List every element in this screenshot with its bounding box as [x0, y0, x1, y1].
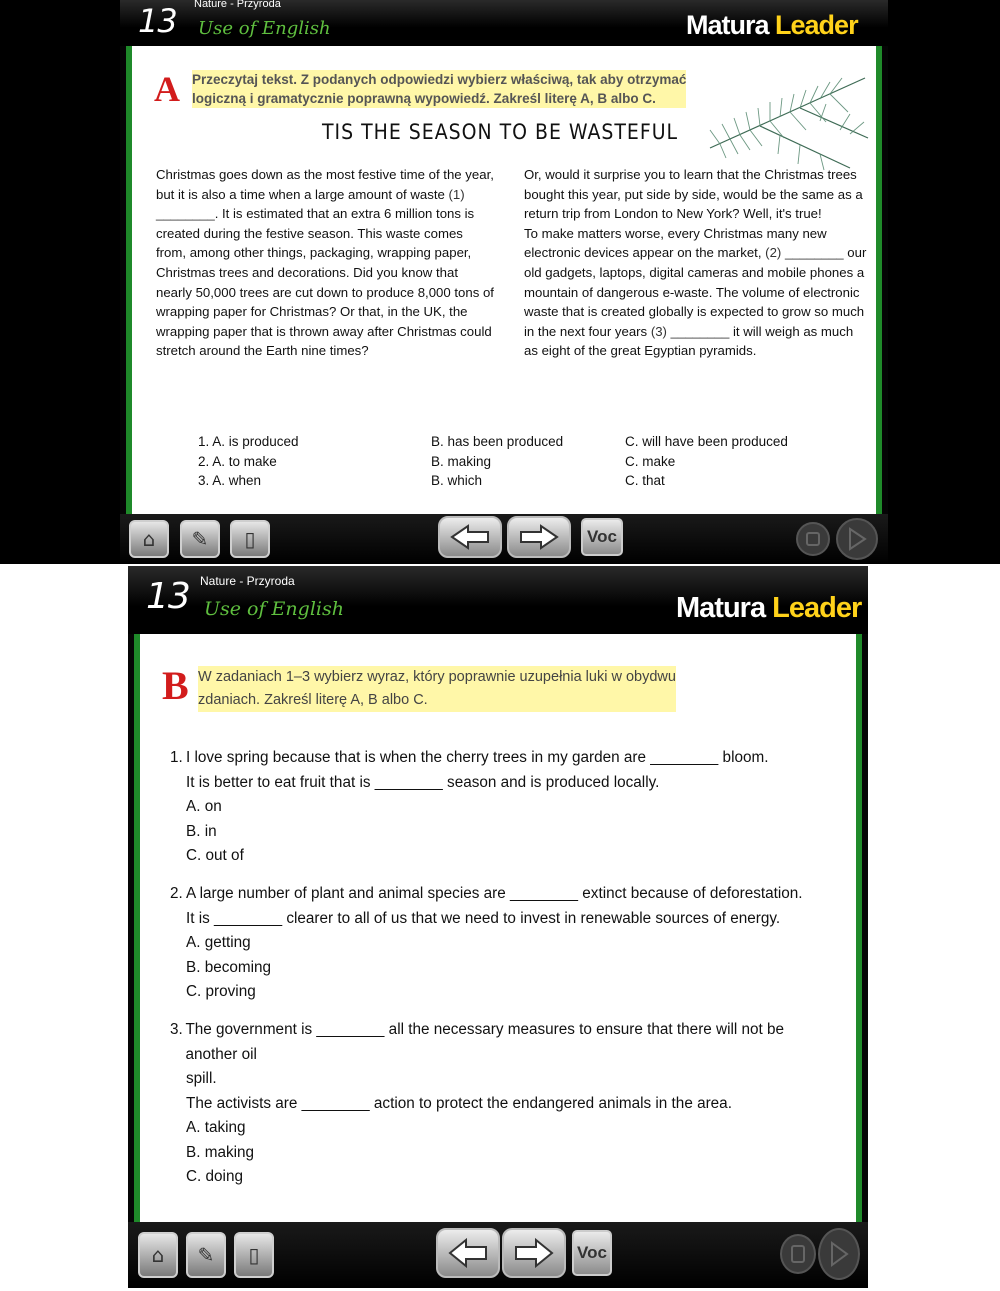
options-grid [198, 432, 788, 491]
gap-1: (1) ________ [156, 186, 465, 222]
toolbar [128, 1222, 868, 1288]
unit-number: 13 [138, 2, 177, 40]
panel-b [128, 566, 868, 1288]
answer-option[interactable]: A. on [186, 798, 222, 815]
pencil-button[interactable] [186, 1232, 226, 1278]
answer-option[interactable]: B. making [186, 1143, 255, 1161]
question-line: The government is ________ all the necessary measures to ensure that there will not be another oil [185, 1021, 785, 1063]
instruction [192, 70, 686, 108]
section-label: Use of English [198, 18, 331, 39]
question-1 [170, 746, 836, 869]
question-number: 1. [170, 749, 183, 766]
text-span: our old gadgets, laptops, digital cameras and mobile phones a mountain of dangerous e-waste. The volume of electronic waste that is created globally is expected to grow so much in the next four years [524, 245, 867, 339]
forward-button[interactable] [507, 516, 571, 558]
question-line: I love spring because that is when the cherry trees in my garden are ________ bloom. [186, 749, 769, 766]
option-a[interactable]: 1. A. is produced [198, 434, 299, 450]
gap-3: (3) ________ [650, 323, 730, 339]
pencil-icon: ✎ [191, 527, 209, 551]
question-number: 3. [170, 1021, 183, 1038]
instruction [198, 666, 676, 712]
instruction-line: W zadaniach 1–3 wybierz wyraz, który poprawnie uzupełnia luki w obydwu [198, 669, 676, 685]
question-number: 2. [170, 885, 183, 902]
stop-icon [791, 1245, 805, 1263]
answer-option[interactable]: A. taking [186, 1119, 246, 1136]
forward-button[interactable] [502, 1228, 566, 1278]
text-column-right [524, 165, 870, 361]
stop-icon [806, 532, 820, 546]
topic-label: Nature - Przyroda [200, 574, 295, 588]
option-b[interactable]: B. has been produced [431, 434, 564, 450]
text-column-left [156, 165, 496, 361]
options-row [198, 471, 788, 491]
question-3 [170, 1018, 836, 1190]
answer-option[interactable]: B. in [186, 822, 217, 840]
brand-leader: Leader [775, 10, 858, 40]
options-row [198, 452, 788, 472]
home-button[interactable] [138, 1232, 178, 1278]
header [120, 0, 888, 46]
answer-option[interactable]: C. doing [186, 1168, 243, 1185]
answer-option[interactable]: C. out of [186, 847, 244, 864]
option-c[interactable]: C. make [625, 453, 676, 469]
task-letter: B [162, 663, 189, 708]
question-line: It is better to eat fruit that is ________ season and is produced locally. [186, 773, 660, 791]
answer-option[interactable]: A. getting [186, 934, 251, 951]
toolbar [120, 514, 888, 564]
instruction-line: zdaniach. Zakreśl literę A, B albo C. [198, 692, 428, 708]
text-span: it will weigh as much as eight of the great Egyptian pyramids. [524, 323, 854, 359]
text-span: To make matters worse, every Christmas many new electronic devices appear on the market, [524, 225, 827, 261]
back-button[interactable] [438, 516, 502, 558]
option-c[interactable]: C. will have been produced [625, 434, 788, 450]
instruction-line: logiczną i gramatycznie poprawną wypowiedź. Zakreśl literę A, B albo C. [192, 91, 656, 106]
home-icon: ⌂ [142, 527, 156, 551]
tree-branch-image [700, 68, 870, 172]
option-c[interactable]: C. that [625, 473, 665, 489]
brand-logo [676, 592, 861, 625]
options-row [198, 432, 788, 452]
play-icon [829, 1241, 849, 1267]
arrow-left-icon [448, 1238, 488, 1268]
content-area [126, 46, 882, 514]
paragraph [524, 224, 870, 361]
section-label: Use of English [204, 598, 344, 620]
answer-option[interactable]: C. proving [186, 983, 256, 1000]
option-b[interactable]: B. making [431, 453, 492, 469]
book-icon: ▯ [244, 527, 256, 551]
voc-button[interactable]: Voc [572, 1230, 612, 1276]
pencil-icon: ✎ [197, 1243, 215, 1267]
brand-matura: Matura [686, 10, 769, 40]
book-button[interactable] [230, 520, 270, 558]
play-button[interactable] [836, 518, 878, 560]
brand-leader: Leader [772, 592, 862, 624]
question-2 [170, 882, 836, 1005]
question-line: The activists are ________ action to protect the endangered animals in the area. [186, 1094, 732, 1112]
play-button[interactable] [818, 1228, 860, 1280]
home-icon: ⌂ [151, 1243, 165, 1267]
option-a[interactable]: 2. A. to make [198, 453, 277, 469]
arrow-right-icon [514, 1238, 554, 1268]
paragraph [156, 165, 496, 361]
question-line: A large number of plant and animal species are ________ extinct because of deforestation. [186, 885, 803, 902]
book-button[interactable] [234, 1232, 274, 1278]
brand-matura: Matura [676, 592, 766, 624]
gap-2: (2) ________ [765, 245, 844, 261]
text-span: Christmas goes down as the most festive time of the year, but it is also a time when a large amount of waste [156, 167, 494, 202]
panel-a [120, 0, 888, 564]
header [128, 566, 868, 634]
instruction-line: Przeczytaj tekst. Z podanych odpowiedzi wybierz właściwą, tak aby otrzymać [192, 72, 687, 87]
pencil-button[interactable] [180, 520, 220, 558]
book-icon: ▯ [248, 1243, 260, 1267]
question-line: spill. [186, 1070, 217, 1087]
article-title: TIS THE SEASON TO BE WASTEFUL [322, 120, 679, 144]
brand-logo [686, 10, 858, 41]
paragraph: Or, would it surprise you to learn that the Christmas trees bought this year, put side by side, would be the same as a return trip from London to New York? Well, it's true! [524, 167, 863, 222]
option-a[interactable]: 3. A. when [198, 473, 262, 489]
stop-button[interactable] [780, 1234, 816, 1274]
option-b[interactable]: B. which [431, 473, 483, 489]
voc-button[interactable]: Voc [581, 518, 623, 556]
home-button[interactable] [129, 520, 169, 558]
arrow-left-icon [450, 524, 490, 550]
play-icon [847, 527, 867, 551]
question-line: It is ________ clearer to all of us that we need to invest in renewable sources of energy. [186, 909, 781, 927]
stop-button[interactable] [796, 522, 830, 556]
unit-number: 13 [146, 576, 190, 617]
task-letter: A [154, 69, 180, 109]
back-button[interactable] [436, 1228, 500, 1278]
text-span: . It is estimated that an extra 6 million tons is created during the festive season. This waste comes from, among other things, packaging, wrapping paper, Christmas trees and decorations. Did you know that nearly 50,000 trees are cut down to produce 8,000 tons of wrapping paper for Christmas? Or that, in the UK, the wrapping paper that is thrown away after Christmas could stretch around the Earth nine times? [156, 206, 494, 359]
answer-option[interactable]: B. becoming [186, 958, 272, 976]
arrow-right-icon [519, 524, 559, 550]
topic-label: Nature - Przyroda [194, 0, 281, 10]
content-area [134, 634, 862, 1222]
